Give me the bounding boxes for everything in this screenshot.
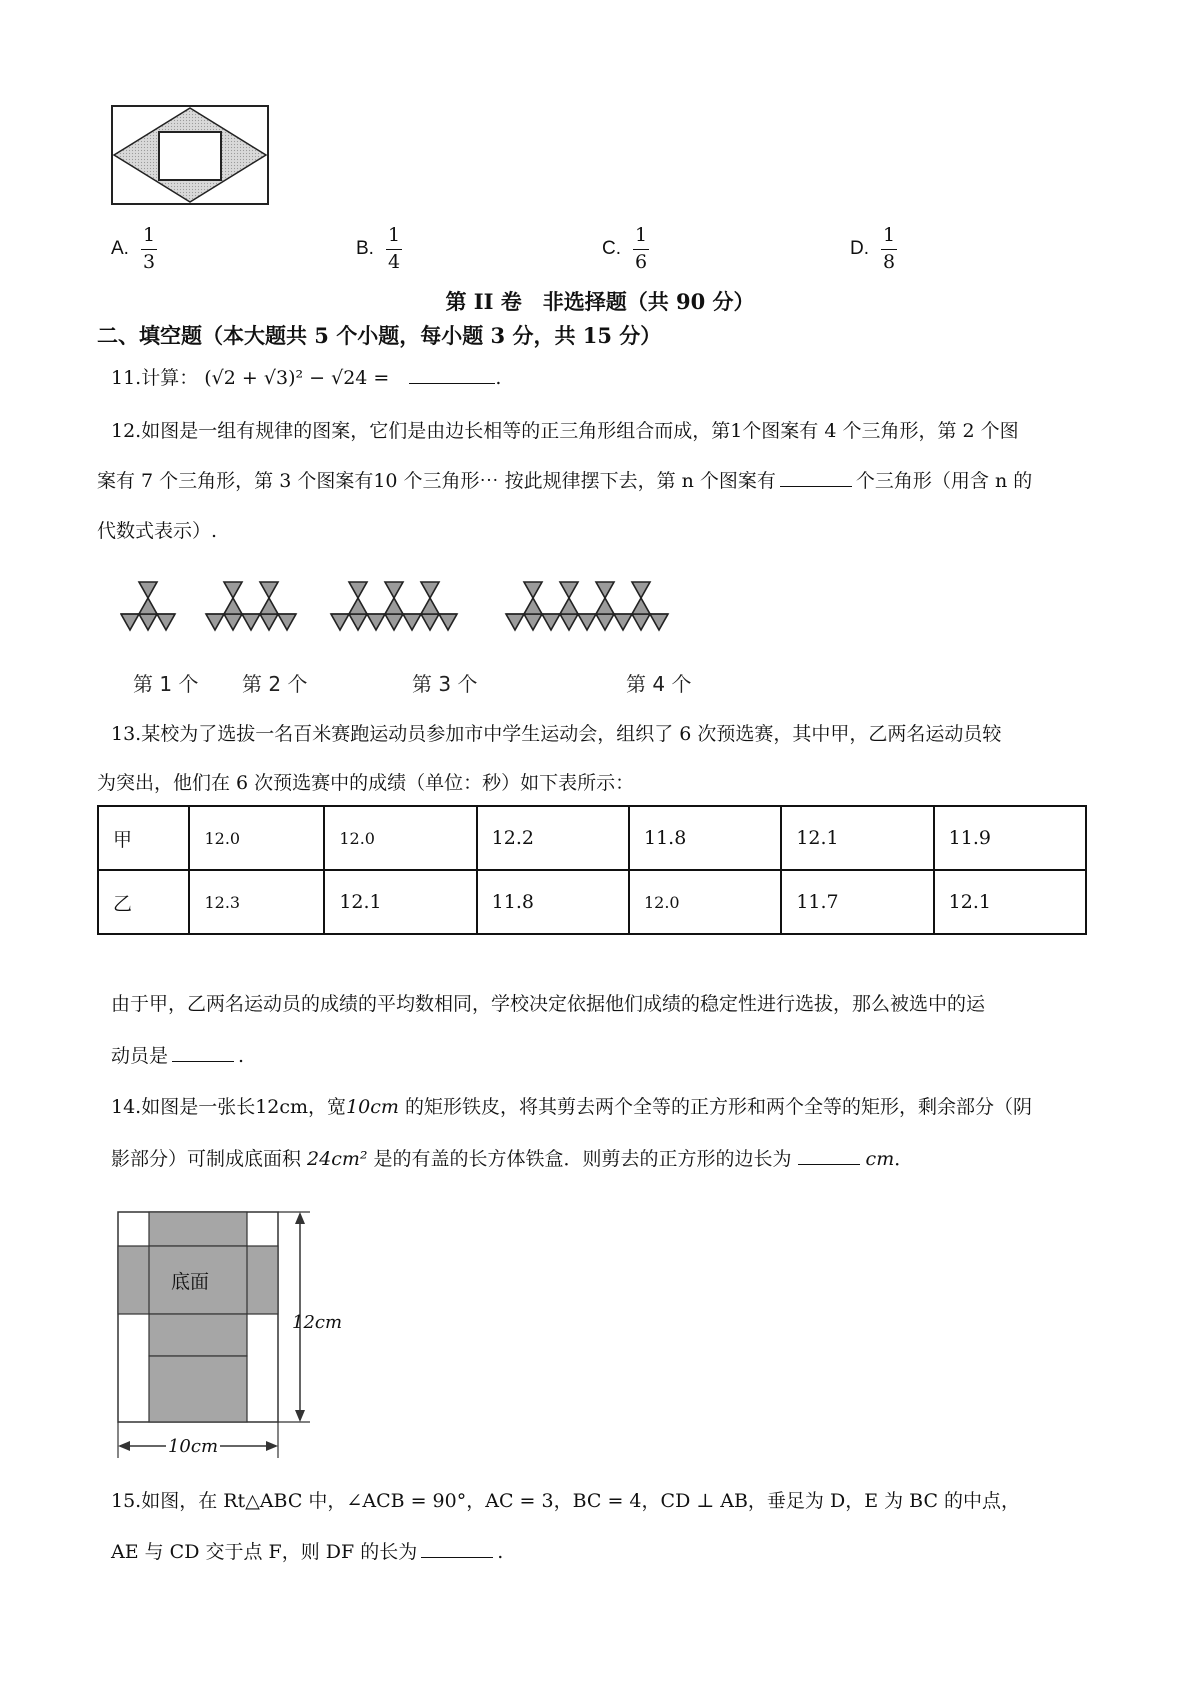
triangle — [224, 582, 242, 598]
option-fraction: $\frac{1}{6}$ — [635, 224, 648, 273]
triangle — [439, 614, 457, 630]
q11-prefix: 11.计算： — [111, 367, 199, 389]
triangle — [596, 614, 614, 630]
option-letter: A. — [111, 238, 129, 260]
triangle — [632, 582, 650, 598]
q11-expression: (√2 + √3)² − √24 = — [204, 367, 390, 389]
q13-line2: 为突出，他们在 6 次预选赛中的成绩（单位：秒）如下表所示： — [97, 772, 635, 794]
table-cell: 12.2 — [477, 806, 629, 870]
q11-answer-blank[interactable] — [409, 383, 495, 384]
triangle — [331, 614, 349, 630]
q10-option-d — [850, 226, 897, 273]
triangle — [524, 582, 542, 598]
triangle — [560, 614, 578, 630]
triangle — [367, 614, 385, 630]
q12-figure-label-3: 第 3 个 — [412, 672, 478, 696]
triangle — [278, 614, 296, 630]
q15-tail: . — [497, 1541, 504, 1563]
table-cell: 12.3 — [189, 870, 324, 934]
q12-triangle-patterns — [120, 568, 800, 648]
table-cell: 11.8 — [477, 870, 629, 934]
triangle — [506, 614, 524, 630]
q13-after-line1: 由于甲，乙两名运动员的成绩的平均数相同，学校决定依据他们成绩的稳定性进行选拔，那么被选中的运 — [111, 993, 986, 1015]
triangle — [578, 614, 596, 630]
q12-line2 — [97, 472, 1032, 491]
triangle — [139, 598, 157, 614]
shaded-top — [149, 1356, 247, 1422]
q14-area-value: 24cm² — [307, 1148, 368, 1170]
table-cell: 12.0 — [629, 870, 781, 934]
table-cell: 12.1 — [781, 806, 933, 870]
triangle — [260, 598, 278, 614]
q12-answer-blank[interactable] — [780, 486, 852, 487]
triangle — [560, 598, 578, 614]
triangle — [560, 582, 578, 598]
q12-figure-label-2: 第 2 个 — [242, 672, 308, 696]
triangle — [157, 614, 175, 630]
triangle — [385, 598, 403, 614]
option-fraction: $\frac{1}{4}$ — [387, 224, 401, 273]
triangle — [596, 598, 614, 614]
section2-heading: 二、填空题（本大题共 5 个小题，每小题 3 分，共 15 分） — [97, 323, 662, 348]
triangle — [421, 582, 439, 598]
q14-answer-blank[interactable] — [798, 1164, 860, 1165]
q15-line2 — [111, 1543, 503, 1562]
shaded-side — [149, 1314, 247, 1356]
q15-text: AE 与 CD 交于点 F，则 DF 的长为 — [111, 1541, 418, 1563]
triangle — [139, 582, 157, 598]
q12-line2-text-b: 个三角形（用含 n 的 — [855, 470, 1033, 492]
q13-after-tail: . — [238, 1045, 245, 1067]
q14-text-b: 的矩形铁皮，将其剪去两个全等的正方形和两个全等的矩形，剩余部分（阴 — [398, 1096, 1032, 1118]
triangle — [614, 614, 632, 630]
q13-after-line2 — [111, 1047, 244, 1066]
option-fraction: $\frac{1}{8}$ — [883, 224, 896, 273]
triangle — [349, 614, 367, 630]
q12-line1: 12.如图是一组有规律的图案，它们是由边长相等的正三角形组合而成，第1个图案有 4 个三角形，第 2 个图 — [111, 420, 1019, 442]
width-label: 10cm — [167, 1436, 219, 1457]
table-row — [98, 806, 1086, 870]
triangle — [542, 614, 560, 630]
q14-unit: cm — [865, 1148, 895, 1170]
q14-net-figure — [110, 1206, 370, 1466]
triangle — [349, 598, 367, 614]
triangle — [224, 598, 242, 614]
table-cell: 11.8 — [629, 806, 781, 870]
triangle — [260, 614, 278, 630]
triangle — [260, 582, 278, 598]
q11-tail: . — [495, 367, 502, 389]
q12-line2-text: 案有 7 个三角形，第 3 个图案有10 个三角形⋯ 按此规律摆下去，第 n 个图案有 — [97, 470, 776, 492]
option-letter: B. — [356, 238, 374, 260]
q12-figure-label-4: 第 4 个 — [626, 672, 692, 696]
base-label: 底面 — [170, 1271, 210, 1293]
q11 — [111, 369, 501, 388]
triangle — [421, 598, 439, 614]
option-letter: D. — [850, 238, 869, 260]
q14-text: 14.如图是一张长12cm，宽 — [111, 1096, 347, 1118]
q12-figure-label-1: 第 1 个 — [133, 672, 199, 696]
triangle — [385, 582, 403, 598]
height-label: 12cm — [292, 1312, 343, 1333]
q14-text-d: 是的有盖的长方体铁盒．则剪去的正方形的边长为 — [367, 1148, 792, 1170]
shaded-top-flap — [149, 1212, 247, 1246]
triangle — [524, 614, 542, 630]
triangle — [596, 582, 614, 598]
table-cell-name: 甲 — [98, 806, 189, 870]
triangle — [206, 614, 224, 630]
q10-option-a — [111, 226, 157, 273]
table-cell: 12.0 — [324, 806, 476, 870]
triangle — [632, 598, 650, 614]
inner-rectangle — [159, 132, 221, 180]
q13-answer-blank[interactable] — [172, 1061, 234, 1062]
q14-text-c: 影部分）可制成底面积 — [111, 1148, 308, 1170]
table-cell: 12.0 — [189, 806, 324, 870]
table-row — [98, 870, 1086, 934]
q13-line1: 13.某校为了选拔一名百米赛跑运动员参加市中学生运动会，组织了 6 次预选赛，其中甲，乙两名运动员较 — [111, 723, 1002, 745]
q15-line1: 15.如图，在 Rt△ABC 中，∠ACB = 90°，AC = 3，BC = 4，CD ⊥ AB，垂足为 D，E 为 BC 的中点， — [111, 1490, 1021, 1512]
triangle — [224, 614, 242, 630]
triangle — [403, 614, 421, 630]
q10-figure — [110, 104, 272, 206]
option-letter: C. — [602, 238, 621, 260]
q13-after-text: 动员是 — [111, 1045, 169, 1067]
table-cell: 11.7 — [781, 870, 933, 934]
table-cell: 12.1 — [934, 870, 1086, 934]
q10-option-c — [602, 226, 649, 273]
triangle — [121, 614, 139, 630]
q14-width-value: 10cm — [346, 1096, 399, 1118]
triangle — [349, 582, 367, 598]
triangle — [524, 598, 542, 614]
q14-tail: ． — [894, 1148, 914, 1170]
triangle — [632, 614, 650, 630]
q12-line3: 代数式表示）. — [97, 520, 218, 542]
table-cell: 11.9 — [934, 806, 1086, 870]
q14-line1 — [111, 1098, 1032, 1117]
triangle — [421, 614, 439, 630]
part2-title: 第 II 卷 非选择题（共 90 分） — [445, 289, 755, 314]
q10-option-b — [356, 226, 402, 273]
triangle — [242, 614, 260, 630]
table-cell-name: 乙 — [98, 870, 189, 934]
triangle — [650, 614, 668, 630]
q13-score-table — [97, 805, 1087, 935]
triangle — [385, 614, 403, 630]
q14-line2 — [111, 1150, 913, 1169]
q15-answer-blank[interactable] — [421, 1557, 493, 1558]
table-cell: 12.1 — [324, 870, 476, 934]
triangle — [139, 614, 157, 630]
option-fraction: $\frac{1}{3}$ — [142, 224, 156, 273]
